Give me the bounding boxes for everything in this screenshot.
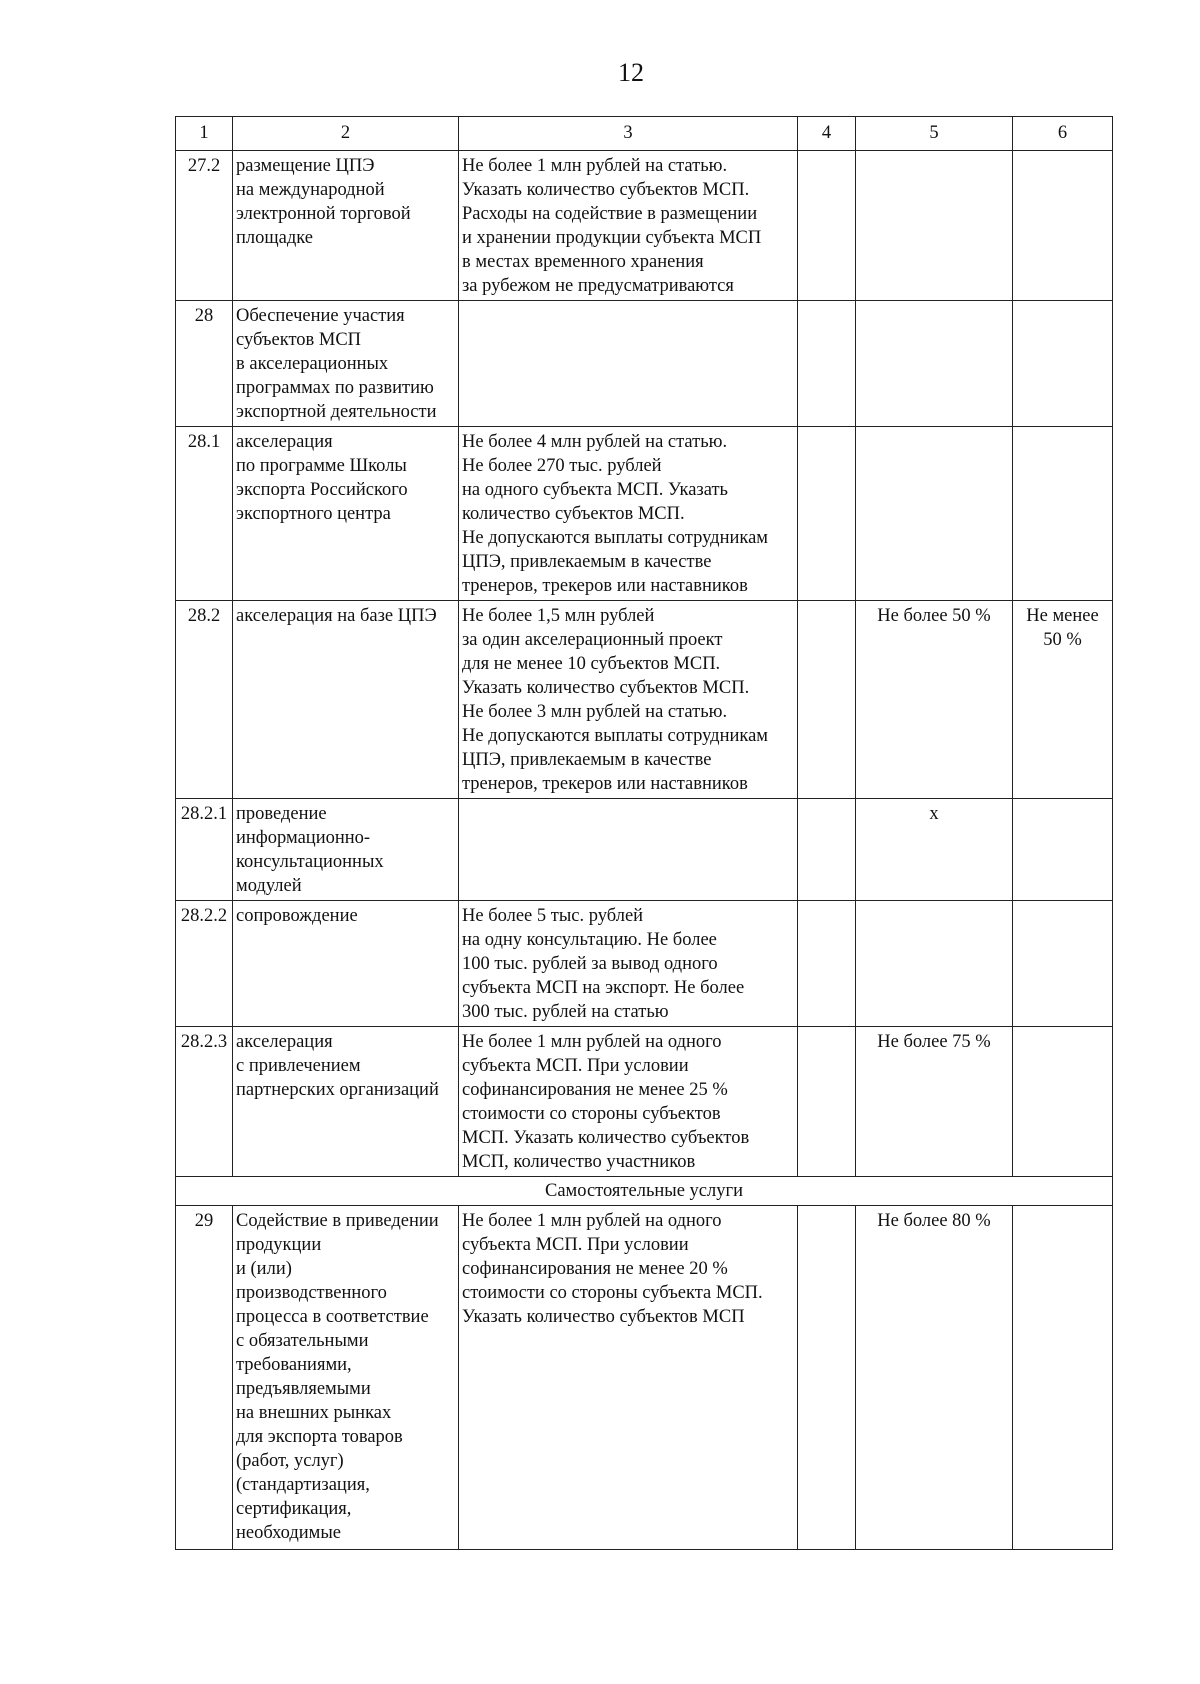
row-number: 28.2.1 bbox=[176, 799, 233, 901]
column-header: 1 bbox=[176, 117, 233, 151]
table-row bbox=[176, 799, 1113, 901]
row-col6 bbox=[1013, 427, 1113, 601]
table-header-row bbox=[176, 117, 1113, 151]
row-col5 bbox=[856, 151, 1013, 301]
row-number: 27.2 bbox=[176, 151, 233, 301]
row-conditions: Не более 1 млн рублей на одного субъекта МСП. При условии софинансирования не менее 20 % стоимости со стороны субъекта МСП. Указать количество субъектов МСП bbox=[459, 1206, 798, 1550]
row-col6: Не менее 50 % bbox=[1013, 601, 1113, 799]
row-col4 bbox=[798, 427, 856, 601]
row-col5: Не более 75 % bbox=[856, 1027, 1013, 1177]
row-col4 bbox=[798, 1027, 856, 1177]
row-col5: Не более 50 % bbox=[856, 601, 1013, 799]
row-col5 bbox=[856, 427, 1013, 601]
services-table bbox=[175, 116, 1113, 1550]
row-name: размещение ЦПЭ на международной электронной торговой площадке bbox=[233, 151, 459, 301]
table-row bbox=[176, 301, 1113, 427]
section-title: Самостоятельные услуги bbox=[176, 1177, 1113, 1206]
column-header: 2 bbox=[233, 117, 459, 151]
row-col4 bbox=[798, 301, 856, 427]
table-row bbox=[176, 151, 1113, 301]
row-name: Содействие в приведении продукции и (или) производственного процесса в соответствие с обязательными требованиями, предъявляемыми на внешних рынках для экспорта товаров (работ, услуг) (стандартизация, сертификация, необходимые bbox=[233, 1206, 459, 1550]
table-row bbox=[176, 601, 1113, 799]
column-header: 5 bbox=[856, 117, 1013, 151]
row-name: проведение информационно- консультационных модулей bbox=[233, 799, 459, 901]
row-number: 29 bbox=[176, 1206, 233, 1550]
row-conditions: Не более 5 тыс. рублей на одну консультацию. Не более 100 тыс. рублей за вывод одного субъекта МСП на экспорт. Не более 300 тыс. рублей на статью bbox=[459, 901, 798, 1027]
row-conditions bbox=[459, 799, 798, 901]
row-number: 28.2.3 bbox=[176, 1027, 233, 1177]
table-row bbox=[176, 1027, 1113, 1177]
row-col5: Не более 80 % bbox=[856, 1206, 1013, 1550]
section-row bbox=[176, 1177, 1113, 1206]
row-col6 bbox=[1013, 799, 1113, 901]
row-conditions: Не более 4 млн рублей на статью. Не более 270 тыс. рублей на одного субъекта МСП. Указать количество субъектов МСП. Не допускаются выплаты сотрудникам ЦПЭ, привлекаемым в качестве тренеров, трекеров или наставников bbox=[459, 427, 798, 601]
column-header: 3 bbox=[459, 117, 798, 151]
row-conditions bbox=[459, 301, 798, 427]
row-name: Обеспечение участия субъектов МСП в акселерационных программах по развитию экспортной деятельности bbox=[233, 301, 459, 427]
row-name: сопровождение bbox=[233, 901, 459, 1027]
row-col5 bbox=[856, 301, 1013, 427]
row-col6 bbox=[1013, 1206, 1113, 1550]
row-name: акселерация по программе Школы экспорта Российского экспортного центра bbox=[233, 427, 459, 601]
row-col4 bbox=[798, 799, 856, 901]
row-name: акселерация с привлечением партнерских организаций bbox=[233, 1027, 459, 1177]
row-col6 bbox=[1013, 301, 1113, 427]
row-conditions: Не более 1 млн рублей на одного субъекта МСП. При условии софинансирования не менее 25 % стоимости со стороны субъектов МСП. Указать количество субъектов МСП, количество участников bbox=[459, 1027, 798, 1177]
row-col6 bbox=[1013, 151, 1113, 301]
row-number: 28 bbox=[176, 301, 233, 427]
table-row bbox=[176, 901, 1113, 1027]
row-name: акселерация на базе ЦПЭ bbox=[233, 601, 459, 799]
page-number: 12 bbox=[618, 58, 644, 87]
row-number: 28.1 bbox=[176, 427, 233, 601]
row-number: 28.2.2 bbox=[176, 901, 233, 1027]
column-header: 4 bbox=[798, 117, 856, 151]
row-number: 28.2 bbox=[176, 601, 233, 799]
table-row bbox=[176, 1206, 1113, 1550]
row-conditions: Не более 1 млн рублей на статью. Указать количество субъектов МСП. Расходы на содействие в размещении и хранении продукции субъекта МСП в местах временного хранения за рубежом не предусматриваются bbox=[459, 151, 798, 301]
row-col6 bbox=[1013, 901, 1113, 1027]
row-col4 bbox=[798, 601, 856, 799]
column-header: 6 bbox=[1013, 117, 1113, 151]
row-col5: х bbox=[856, 799, 1013, 901]
row-col4 bbox=[798, 151, 856, 301]
row-col5 bbox=[856, 901, 1013, 1027]
row-col6 bbox=[1013, 1027, 1113, 1177]
row-col4 bbox=[798, 901, 856, 1027]
row-col4 bbox=[798, 1206, 856, 1550]
table-row bbox=[176, 427, 1113, 601]
row-conditions: Не более 1,5 млн рублей за один акселерационный проект для не менее 10 субъектов МСП. Указать количество субъектов МСП. Не более 3 млн рублей на статью. Не допускаются выплаты сотрудникам ЦПЭ, привлекаемым в качестве тренеров, трекеров или наставников bbox=[459, 601, 798, 799]
